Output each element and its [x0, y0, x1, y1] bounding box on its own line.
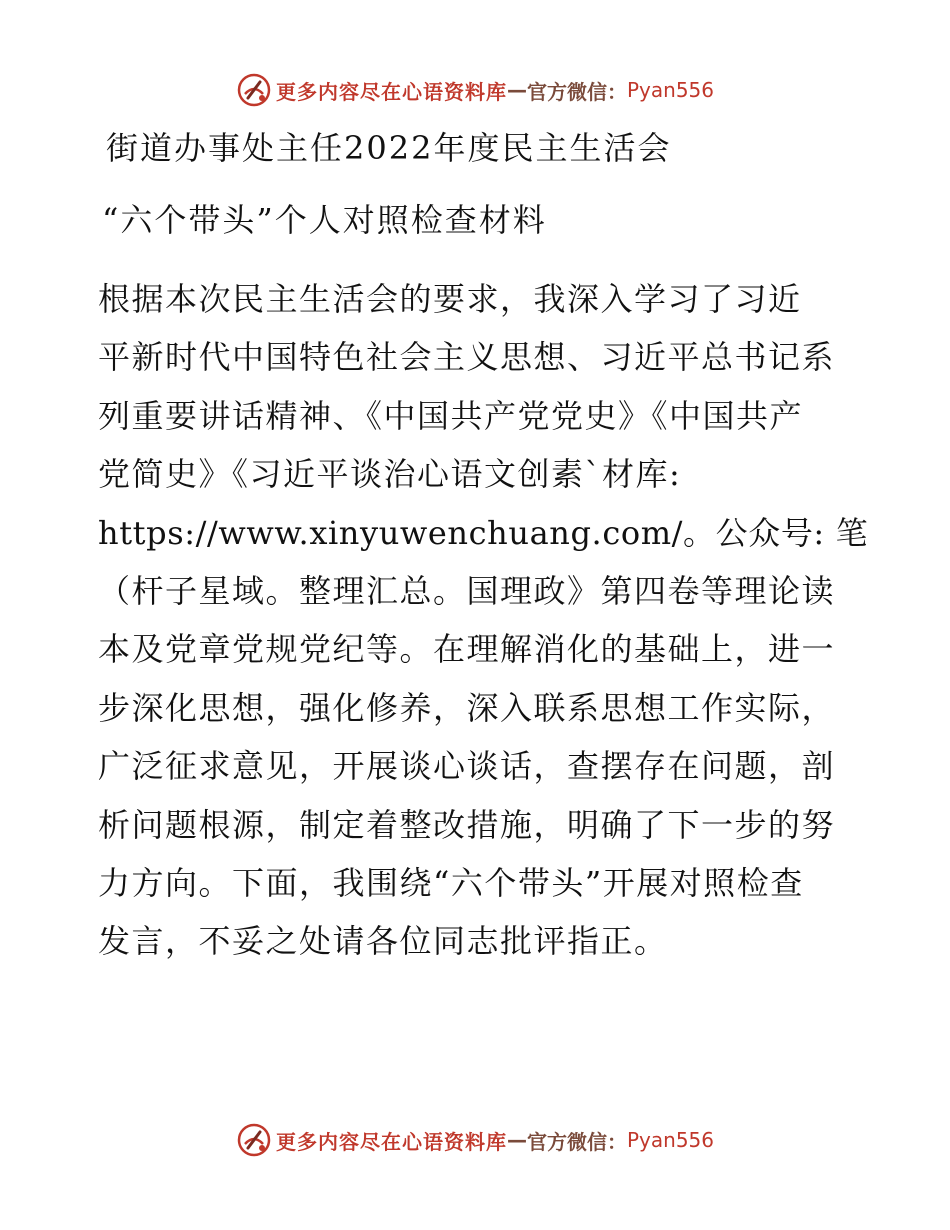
- watermark-wechat-id: Pyan556: [626, 78, 714, 102]
- body-line: 力方向。下面，我围绕“六个带头”开展对照检查: [98, 863, 804, 902]
- body-line-url: https://www.xinyuwenchuang.com/。公众号: 笔: [98, 513, 869, 552]
- watermark-wechat-id: Pyan556: [626, 1128, 714, 1152]
- document-title-line1: 街道办事处主任2022年度民主生活会: [106, 129, 672, 167]
- watermark-dash: —: [506, 78, 527, 102]
- body-line: 析问题根源，制定着整改措施，明确了下一步的努: [98, 805, 836, 844]
- watermark-banner-top: [0, 70, 950, 110]
- body-line: 本及党章党规党纪等。在理解消化的基础上，进一: [98, 630, 836, 669]
- body-line: 广泛征求意见，开展谈心谈话，查摆存在问题，剖: [98, 747, 836, 786]
- book-seal-icon: [236, 1122, 272, 1158]
- body-line: （杆子星域。整理汇总。国理政》第四卷等理论读: [98, 571, 836, 610]
- watermark-main-text: 更多内容尽在心语资料库: [275, 79, 507, 104]
- body-line: 平新时代中国特色社会主义思想、习近平总书记系: [98, 338, 836, 377]
- body-line: 党简史》《习近平谈治心语文创素`材库:: [98, 455, 682, 494]
- body-line: 列重要讲话精神、《中国共产党党史》《中国共产: [98, 396, 804, 435]
- watermark-sub-text: 官方微信：: [526, 79, 627, 104]
- document-title-line2: “六个带头”个人对照检查材料: [102, 201, 547, 239]
- body-line: 步深化思想，强化修养，深入联系思想工作实际，: [98, 688, 836, 727]
- document-body-paragraph: [98, 270, 869, 971]
- book-seal-icon: [236, 72, 272, 108]
- watermark-main-text: 更多内容尽在心语资料库: [275, 1129, 507, 1154]
- body-line: 发言，不妥之处请各位同志批评指正。: [98, 922, 668, 961]
- body-line: 根据本次民主生活会的要求，我深入学习了习近: [98, 280, 802, 318]
- watermark-banner-bottom: [0, 1120, 950, 1160]
- watermark-sub-text: 官方微信：: [526, 1129, 627, 1154]
- watermark-dash: —: [506, 1128, 527, 1152]
